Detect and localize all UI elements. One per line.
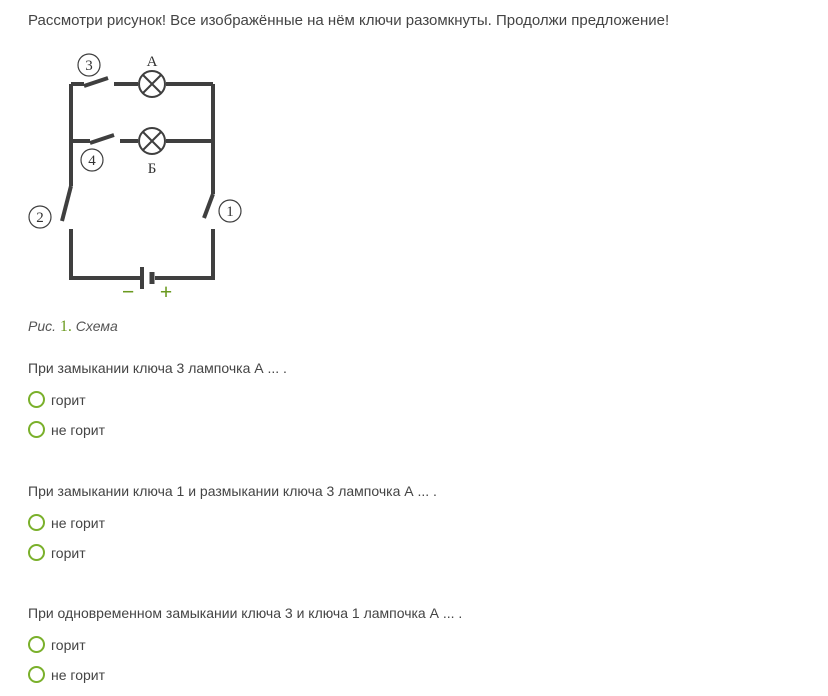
lamp-b-label: Б [147, 161, 157, 177]
lamp-a-label: А [146, 54, 158, 70]
key-1-lever [204, 194, 213, 218]
q1-option-1[interactable] [28, 391, 86, 408]
radio-button[interactable] [28, 514, 45, 531]
option-label: горит [51, 544, 86, 561]
caption-prefix: Рис. [28, 318, 57, 334]
lamp-b-icon [139, 128, 165, 154]
q3-option-2[interactable] [28, 666, 105, 683]
key-4-label: 4 [88, 153, 96, 169]
q3-option-1[interactable] [28, 636, 86, 653]
option-label: не горит [51, 666, 106, 683]
q1-option-2[interactable] [28, 421, 105, 438]
radio-button[interactable] [28, 391, 45, 408]
radio-button[interactable] [28, 421, 45, 438]
key-3-label: 3 [85, 58, 93, 74]
q2-option-2[interactable] [28, 544, 86, 561]
lamp-a-icon [139, 71, 165, 97]
radio-button[interactable] [28, 666, 45, 683]
caption-text: Схема [75, 318, 118, 334]
option-label: горит [51, 391, 86, 408]
question-3: При одновременном замыкании ключа 3 и ключа 1 лампочка А ... . [28, 605, 463, 621]
key-2-lever [62, 186, 71, 221]
key-4-lever [90, 135, 114, 143]
question-1: При замыкании ключа 3 лампочка А ... . [28, 360, 287, 376]
battery-plus: + [159, 279, 173, 304]
figure-caption [28, 318, 118, 336]
key-3-lever [84, 78, 108, 86]
key-1-label: 1 [226, 204, 234, 220]
radio-button[interactable] [28, 544, 45, 561]
key-2-label: 2 [36, 210, 44, 226]
caption-number: 1. [59, 318, 72, 335]
battery-minus: − [121, 279, 135, 304]
question-2: При замыкании ключа 1 и размыкании ключа 3 лампочка А ... . [28, 483, 437, 499]
option-label: не горит [51, 514, 106, 531]
circuit-diagram [20, 46, 260, 306]
option-label: не горит [51, 421, 106, 438]
q2-option-1[interactable] [28, 514, 105, 531]
instruction-text: Рассмотри рисунок! Все изображённые на нём ключи разомкнуты. Продолжи предложение! [28, 12, 670, 29]
radio-button[interactable] [28, 636, 45, 653]
option-label: горит [51, 636, 86, 653]
